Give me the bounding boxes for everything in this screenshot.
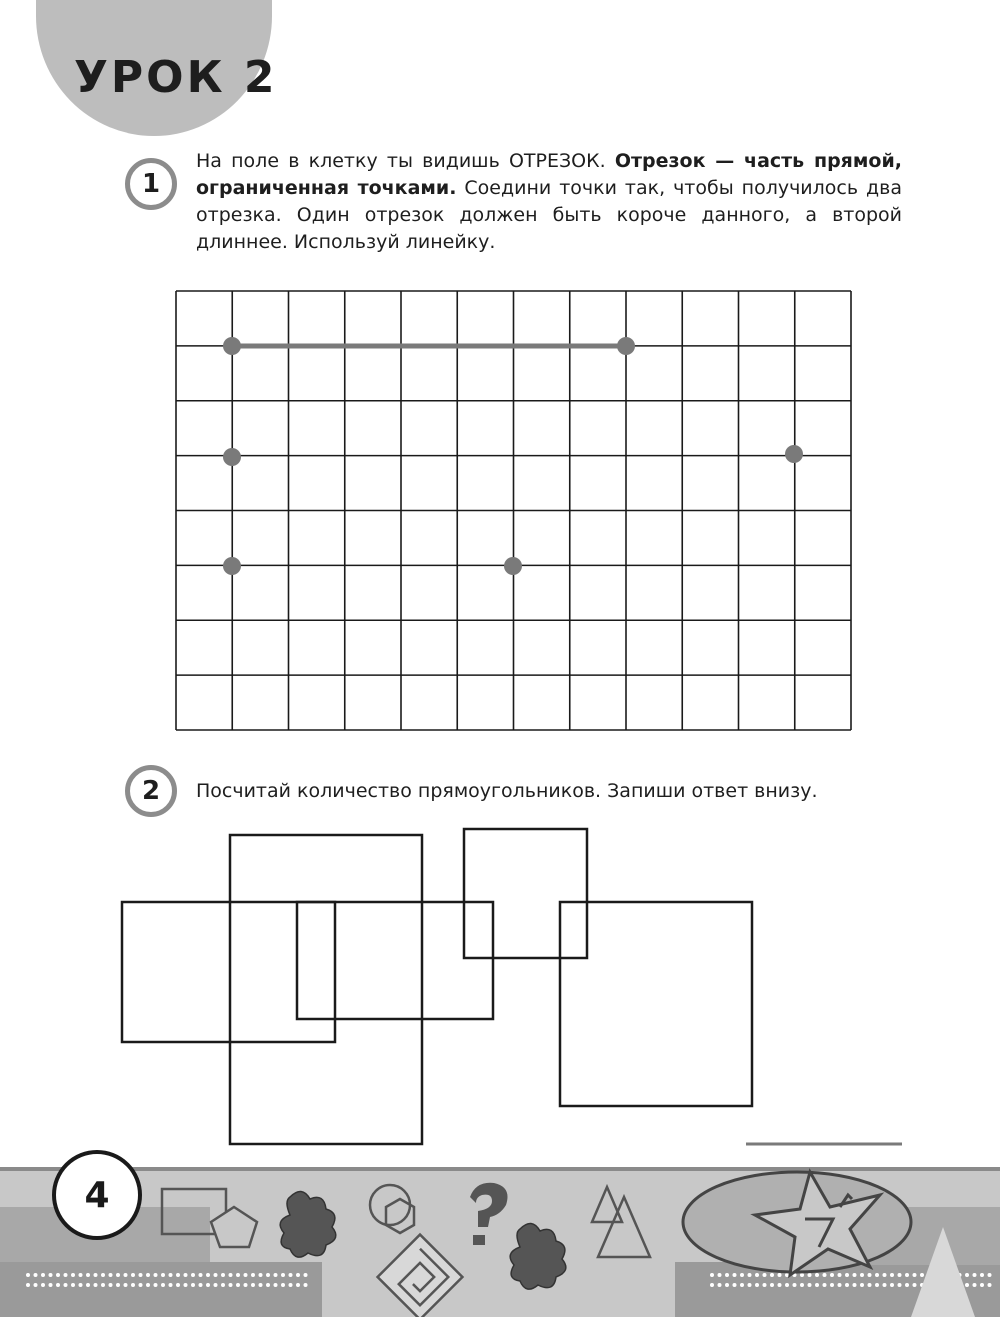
footer-dot bbox=[229, 1273, 233, 1277]
footer-dot bbox=[815, 1273, 819, 1277]
footer-dot bbox=[920, 1273, 924, 1277]
footer-dot bbox=[274, 1273, 278, 1277]
footer-dot bbox=[124, 1283, 128, 1287]
footer-dot bbox=[176, 1273, 180, 1277]
footer-dot bbox=[41, 1273, 45, 1277]
footer-dot bbox=[823, 1273, 827, 1277]
footer-dot bbox=[883, 1283, 887, 1287]
footer-dot bbox=[266, 1273, 270, 1277]
footer-dot bbox=[101, 1273, 105, 1277]
footer-dot bbox=[169, 1273, 173, 1277]
footer-dot bbox=[890, 1283, 894, 1287]
footer-dot bbox=[154, 1283, 158, 1287]
footer-dot bbox=[770, 1283, 774, 1287]
footer-dot bbox=[26, 1283, 30, 1287]
footer-dot bbox=[830, 1273, 834, 1277]
footer-dot bbox=[244, 1273, 248, 1277]
rectangle-shape bbox=[464, 829, 587, 958]
footer-dot bbox=[785, 1283, 789, 1287]
footer-dot bbox=[191, 1283, 195, 1287]
footer-dot bbox=[905, 1273, 909, 1277]
footer-dot bbox=[710, 1283, 714, 1287]
footer-dot bbox=[101, 1283, 105, 1287]
footer-dot bbox=[56, 1283, 60, 1287]
footer-dot bbox=[778, 1283, 782, 1287]
footer-dot bbox=[815, 1283, 819, 1287]
footer-dot bbox=[838, 1283, 842, 1287]
footer-dot bbox=[79, 1273, 83, 1277]
footer-dot bbox=[965, 1273, 969, 1277]
footer-dot bbox=[176, 1283, 180, 1287]
footer-dot bbox=[860, 1283, 864, 1287]
footer-dot bbox=[868, 1283, 872, 1287]
footer-dot bbox=[913, 1283, 917, 1287]
footer-dot bbox=[206, 1273, 210, 1277]
footer-dot bbox=[740, 1283, 744, 1287]
footer-dot bbox=[146, 1273, 150, 1277]
footer-dot bbox=[131, 1273, 135, 1277]
footer-dot bbox=[304, 1283, 308, 1287]
footer-dot bbox=[718, 1283, 722, 1287]
footer-dot bbox=[34, 1273, 38, 1277]
task-1-number: 1 bbox=[125, 158, 177, 210]
footer-dot bbox=[898, 1273, 902, 1277]
task-1-text-part2: Соедини точки так, чтобы получилось два отрезка. Один отрезок должен быть короче данного, а второй длиннее. Используй линейку. bbox=[196, 177, 902, 253]
footer-dot bbox=[86, 1283, 90, 1287]
footer-dot bbox=[26, 1273, 30, 1277]
footer-dot bbox=[86, 1273, 90, 1277]
footer-dot bbox=[823, 1283, 827, 1287]
footer-dot bbox=[221, 1273, 225, 1277]
footer-dot bbox=[214, 1273, 218, 1277]
rectangle-shape bbox=[122, 902, 335, 1042]
footer-dot bbox=[853, 1283, 857, 1287]
footer-dot bbox=[251, 1273, 255, 1277]
footer-dot bbox=[116, 1273, 120, 1277]
footer-dot bbox=[860, 1273, 864, 1277]
footer-dot bbox=[289, 1283, 293, 1287]
footer-dot bbox=[266, 1283, 270, 1287]
footer-dot bbox=[161, 1273, 165, 1277]
footer-dot bbox=[71, 1273, 75, 1277]
footer-dot bbox=[973, 1273, 977, 1277]
footer-dot bbox=[740, 1273, 744, 1277]
footer-dot bbox=[296, 1273, 300, 1277]
footer-dot bbox=[793, 1283, 797, 1287]
footer-dot bbox=[718, 1273, 722, 1277]
footer-dot bbox=[748, 1283, 752, 1287]
footer-dot bbox=[763, 1273, 767, 1277]
footer-dot bbox=[845, 1283, 849, 1287]
task-2-number: 2 bbox=[125, 765, 177, 817]
task-2-text: Посчитай количество прямоугольников. Запиши ответ внизу. bbox=[196, 780, 818, 802]
footer-dot bbox=[838, 1273, 842, 1277]
footer-dot bbox=[868, 1273, 872, 1277]
footer-dot bbox=[755, 1273, 759, 1277]
footer-dot bbox=[965, 1283, 969, 1287]
task-1-text-part1: На поле в клетку ты видишь ОТРЕЗОК. bbox=[196, 150, 615, 172]
footer-dot bbox=[139, 1273, 143, 1277]
footer-dot bbox=[221, 1283, 225, 1287]
footer-dot bbox=[109, 1283, 113, 1287]
footer-dot bbox=[853, 1273, 857, 1277]
footer-dot bbox=[274, 1283, 278, 1287]
footer-dot bbox=[755, 1283, 759, 1287]
footer-dot bbox=[139, 1283, 143, 1287]
footer-dot bbox=[169, 1283, 173, 1287]
footer-dot bbox=[778, 1273, 782, 1277]
footer-dot bbox=[725, 1273, 729, 1277]
footer-dot bbox=[259, 1283, 263, 1287]
footer-dot bbox=[830, 1283, 834, 1287]
footer-dot bbox=[34, 1283, 38, 1287]
footer-dot bbox=[725, 1283, 729, 1287]
footer-dot bbox=[161, 1283, 165, 1287]
footer-dot bbox=[154, 1273, 158, 1277]
footer-dot bbox=[94, 1273, 98, 1277]
footer-dot bbox=[898, 1283, 902, 1287]
footer-dot bbox=[296, 1283, 300, 1287]
page-number: 4 bbox=[52, 1150, 142, 1240]
footer-dot bbox=[748, 1273, 752, 1277]
footer-dot bbox=[988, 1273, 992, 1277]
footer-dot bbox=[733, 1273, 737, 1277]
footer-dot bbox=[124, 1273, 128, 1277]
footer-dot bbox=[229, 1283, 233, 1287]
footer-dot bbox=[184, 1273, 188, 1277]
footer-dot bbox=[206, 1283, 210, 1287]
rectangle-shape bbox=[230, 835, 422, 1144]
footer-dot bbox=[980, 1273, 984, 1277]
footer-dot bbox=[883, 1273, 887, 1277]
footer-dot bbox=[973, 1283, 977, 1287]
footer-decoration bbox=[0, 1167, 1000, 1317]
footer-dot bbox=[236, 1283, 240, 1287]
footer-dot bbox=[49, 1283, 53, 1287]
footer-dot bbox=[41, 1283, 45, 1287]
footer-dot bbox=[890, 1273, 894, 1277]
footer-dot bbox=[304, 1273, 308, 1277]
footer-dot bbox=[251, 1283, 255, 1287]
footer-dot bbox=[244, 1283, 248, 1287]
task-1-definition: Отрезок — часть прямой, ограниченная точками. bbox=[196, 150, 902, 199]
footer-block bbox=[0, 1262, 322, 1317]
footer-dot bbox=[116, 1283, 120, 1287]
footer-dot bbox=[199, 1273, 203, 1277]
footer-dot bbox=[710, 1273, 714, 1277]
footer-dot bbox=[236, 1273, 240, 1277]
footer-dot bbox=[184, 1283, 188, 1287]
footer-dot bbox=[56, 1273, 60, 1277]
footer-dot bbox=[109, 1273, 113, 1277]
footer-dot bbox=[289, 1273, 293, 1277]
footer-dot bbox=[980, 1283, 984, 1287]
footer-dot bbox=[281, 1273, 285, 1277]
footer-dot bbox=[763, 1283, 767, 1287]
footer-dot bbox=[800, 1283, 804, 1287]
footer-dot bbox=[49, 1273, 53, 1277]
footer-dot bbox=[913, 1273, 917, 1277]
lesson-title: УРОК 2 bbox=[74, 52, 278, 103]
footer-dot bbox=[875, 1283, 879, 1287]
footer-dot bbox=[281, 1283, 285, 1287]
footer-dot bbox=[131, 1283, 135, 1287]
footer-dot bbox=[988, 1283, 992, 1287]
footer-dot bbox=[845, 1273, 849, 1277]
footer-dot bbox=[875, 1273, 879, 1277]
rectangle-shape bbox=[560, 902, 752, 1106]
footer-dot bbox=[733, 1283, 737, 1287]
footer-dot bbox=[199, 1283, 203, 1287]
footer-dot bbox=[191, 1273, 195, 1277]
footer-dot bbox=[905, 1283, 909, 1287]
footer-dot bbox=[71, 1283, 75, 1287]
footer-dot bbox=[800, 1273, 804, 1277]
footer-dot bbox=[808, 1273, 812, 1277]
footer-dot bbox=[64, 1273, 68, 1277]
footer-dot bbox=[146, 1283, 150, 1287]
footer-dot bbox=[64, 1283, 68, 1287]
footer-dot bbox=[808, 1283, 812, 1287]
footer-dot bbox=[214, 1283, 218, 1287]
footer-dot bbox=[770, 1273, 774, 1277]
footer-dot bbox=[94, 1283, 98, 1287]
footer-dot bbox=[79, 1283, 83, 1287]
footer-dot bbox=[259, 1273, 263, 1277]
